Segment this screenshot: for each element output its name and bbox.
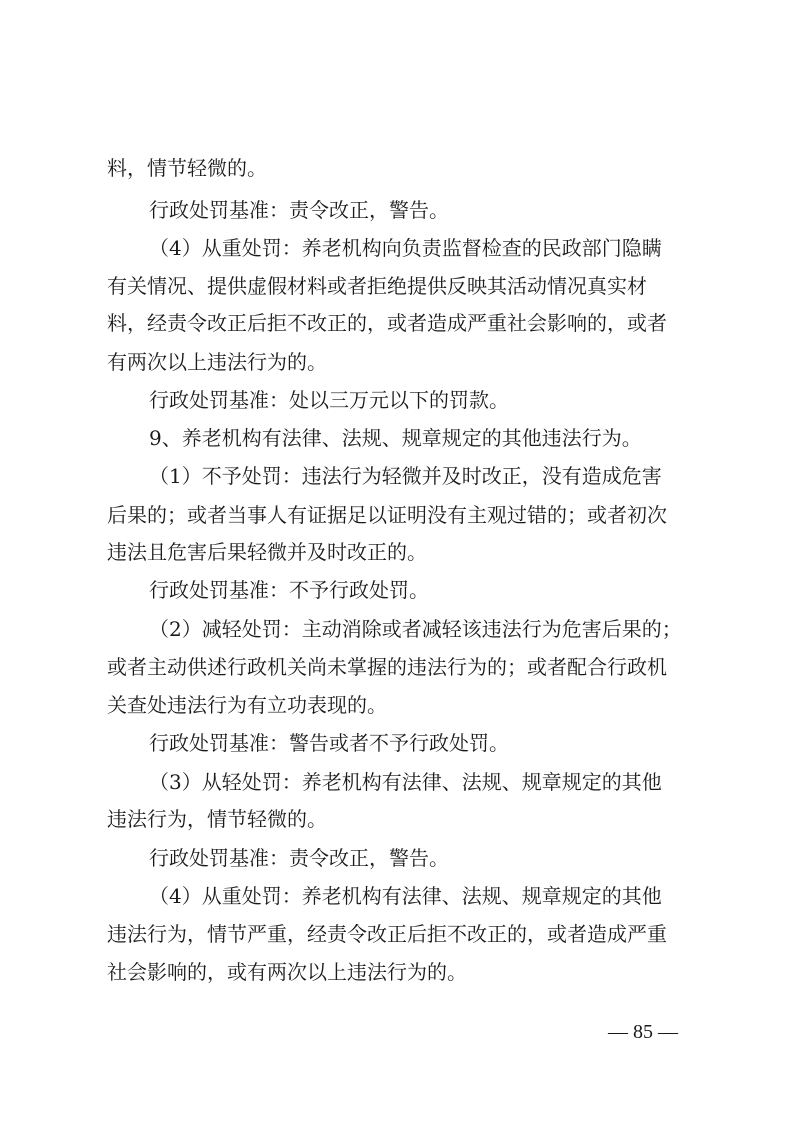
text-line-content: 行政处罚基准：责令改正，警告。 (149, 846, 449, 870)
text-line-content: 料，情节轻微的。 (107, 156, 267, 180)
text-line-content: （4）从重处罚：养老机构有法律、法规、规章规定的其他 (149, 884, 662, 908)
text-line-content: 行政处罚基准：警告或者不予行政处罚。 (149, 731, 509, 755)
text-line (0, 268, 793, 304)
text-line-content: （2）减轻处罚：主动消除或者减轻该违法行为危害后果的； (149, 617, 682, 641)
text-line (0, 649, 793, 685)
text-line (0, 344, 793, 380)
text-line (0, 916, 793, 952)
text-line-content: 关查处违法行为有立功表现的。 (107, 693, 387, 717)
text-line (0, 534, 793, 570)
text-line (0, 458, 793, 494)
text-line-content: 行政处罚基准：责令改正，警告。 (149, 198, 449, 222)
text-line (0, 497, 793, 533)
text-line (0, 382, 793, 418)
text-line (0, 687, 793, 723)
text-line-content: （3）从轻处罚：养老机构有法律、法规、规章规定的其他 (149, 770, 662, 794)
text-line-content: 或者主动供述行政机关尚未掌握的违法行为的；或者配合行政机 (107, 655, 667, 679)
text-line (0, 572, 793, 608)
text-line (0, 954, 793, 990)
text-line-content: 有两次以上违法行为的。 (107, 350, 327, 374)
text-line (0, 725, 793, 761)
text-line (0, 878, 793, 914)
text-line-content: 违法且危害后果轻微并及时改正的。 (107, 540, 427, 564)
text-line-content: 行政处罚基准：不予行政处罚。 (149, 578, 429, 602)
text-line (0, 420, 793, 456)
text-line-content: 违法行为，情节严重，经责令改正后拒不改正的，或者造成严重 (107, 922, 667, 946)
text-line-content: 违法行为，情节轻微的。 (107, 807, 327, 831)
page-number: — 85 — (608, 1021, 678, 1043)
text-line (0, 230, 793, 266)
text-line-content: 有关情况、提供虚假材料或者拒绝提供反映其活动情况真实材 (107, 274, 647, 298)
text-line-content: （1）不予处罚：违法行为轻微并及时改正，没有造成危害 (149, 464, 662, 488)
text-line (0, 305, 793, 341)
text-line-content: 行政处罚基准：处以三万元以下的罚款。 (149, 388, 509, 412)
text-line-content: （4）从重处罚：养老机构向负责监督检查的民政部门隐瞒 (149, 236, 662, 260)
text-line (0, 801, 793, 837)
text-line-content: 料，经责令改正后拒不改正的，或者造成严重社会影响的，或者 (107, 311, 667, 335)
text-line (0, 611, 793, 647)
text-line (0, 764, 793, 800)
text-line-content: 9、养老机构有法律、法规、规章规定的其他违法行为。 (149, 426, 642, 450)
text-line-content: 社会影响的，或有两次以上违法行为的。 (107, 960, 467, 984)
text-line (0, 840, 793, 876)
text-line (0, 192, 793, 228)
text-line (0, 150, 793, 186)
text-line-content: 后果的；或者当事人有证据足以证明没有主观过错的；或者初次 (107, 503, 667, 527)
